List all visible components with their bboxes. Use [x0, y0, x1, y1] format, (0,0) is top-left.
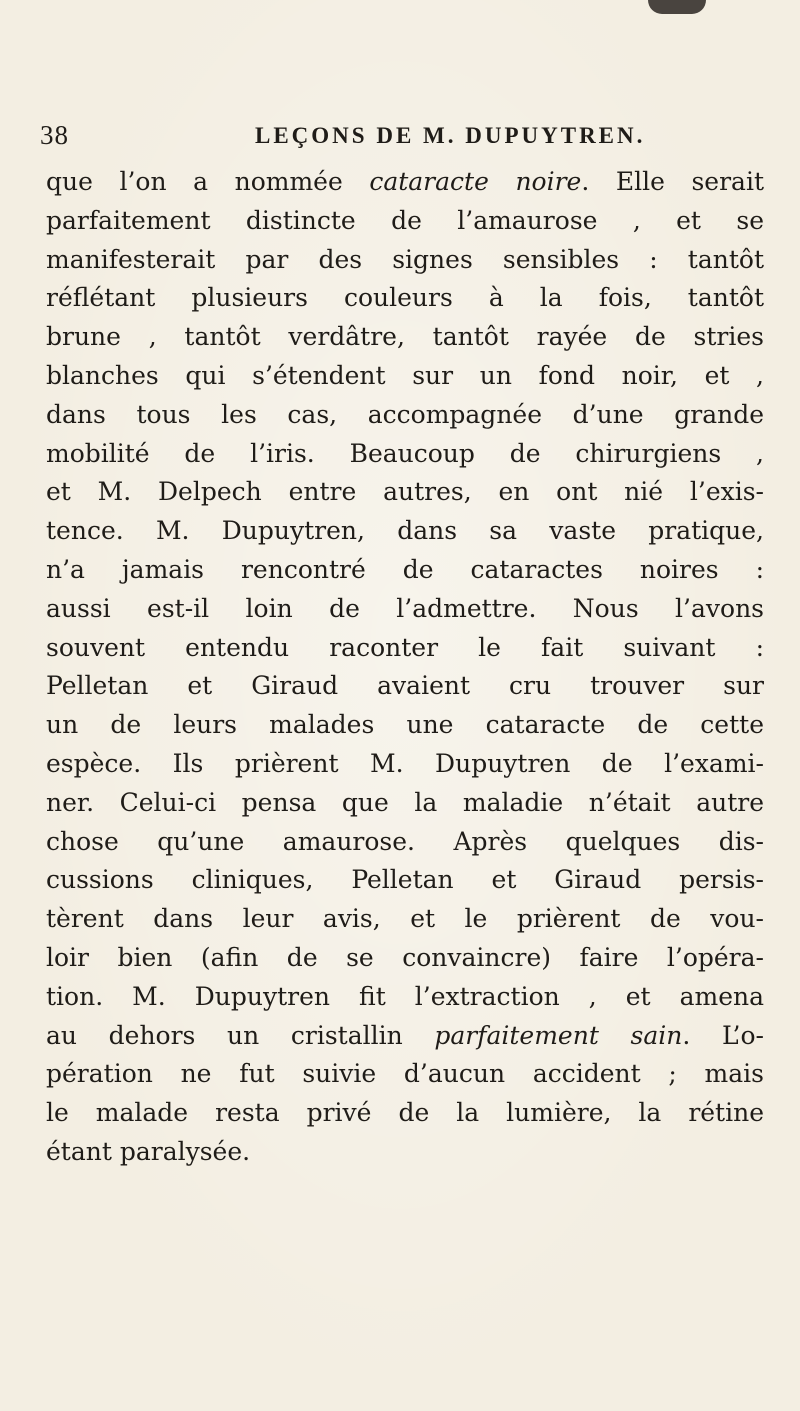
- text-line: dans tous les cas, accompagnée d’une grande: [46, 399, 764, 429]
- italic-term: cataracte noire: [369, 167, 582, 196]
- text-line: souvent entendu raconter le fait suivant :: [46, 632, 764, 662]
- text-line: brune , tantôt verdâtre, tantôt rayée de stries: [46, 322, 764, 352]
- text-line: loir bien (afin de se convaincre) faire l’opéra-: [46, 942, 764, 972]
- text-line: étant paralysée.: [46, 1136, 251, 1166]
- text-line: Pelletan et Giraud avaient cru trouver sur: [46, 671, 764, 701]
- body-text: [46, 163, 764, 1172]
- page-number: 38: [40, 120, 69, 150]
- text-line: n’a jamais rencontré de cataractes noires :: [46, 554, 764, 584]
- text-line: que l’on a nommée cataracte noire. Elle serait: [46, 167, 764, 196]
- text-line: chose qu’une amaurose. Après quelques dis-: [46, 826, 764, 856]
- text-line: et M. Delpech entre autres, en ont nié l’exis-: [46, 477, 764, 507]
- text-line: le malade resta privé de la lumière, la rétine: [46, 1098, 764, 1128]
- text-line: mobilité de l’iris. Beaucoup de chirurgiens ,: [46, 438, 764, 468]
- text-line: ner. Celui-ci pensa que la maladie n’était autre: [46, 787, 764, 817]
- text-line: espèce. Ils prièrent M. Dupuytren de l’exami-: [46, 748, 764, 778]
- text-line: aussi est-il loin de l’admettre. Nous l’avons: [46, 593, 764, 623]
- text-line: tence. M. Dupuytren, dans sa vaste pratique,: [46, 516, 764, 546]
- ink-blot: [648, 0, 706, 14]
- text-line: pération ne fut suivie d’aucun accident ; mais: [46, 1059, 764, 1089]
- text-line: parfaitement distincte de l’amaurose , et se: [46, 205, 764, 235]
- text-line: tèrent dans leur avis, et le prièrent de vou-: [46, 904, 764, 934]
- text-line: blanches qui s’étendent sur un fond noir, et ,: [46, 360, 764, 390]
- text-line: réflétant plusieurs couleurs à la fois, tantôt: [46, 283, 764, 313]
- running-title: LEÇONS DE M. DUPUYTREN.: [255, 123, 646, 148]
- text-line: tion. M. Dupuytren fit l’extraction , et amena: [46, 981, 764, 1011]
- page-header: [40, 120, 760, 160]
- text-line: un de leurs malades une cataracte de cette: [46, 710, 764, 740]
- text-line: au dehors un cristallin parfaitement sain. L’o-: [46, 1020, 764, 1050]
- text-line: manifesterait par des signes sensibles : tantôt: [46, 244, 764, 274]
- text-line: cussions cliniques, Pelletan et Giraud persis-: [46, 865, 764, 895]
- italic-term: parfaitement sain: [434, 1020, 683, 1050]
